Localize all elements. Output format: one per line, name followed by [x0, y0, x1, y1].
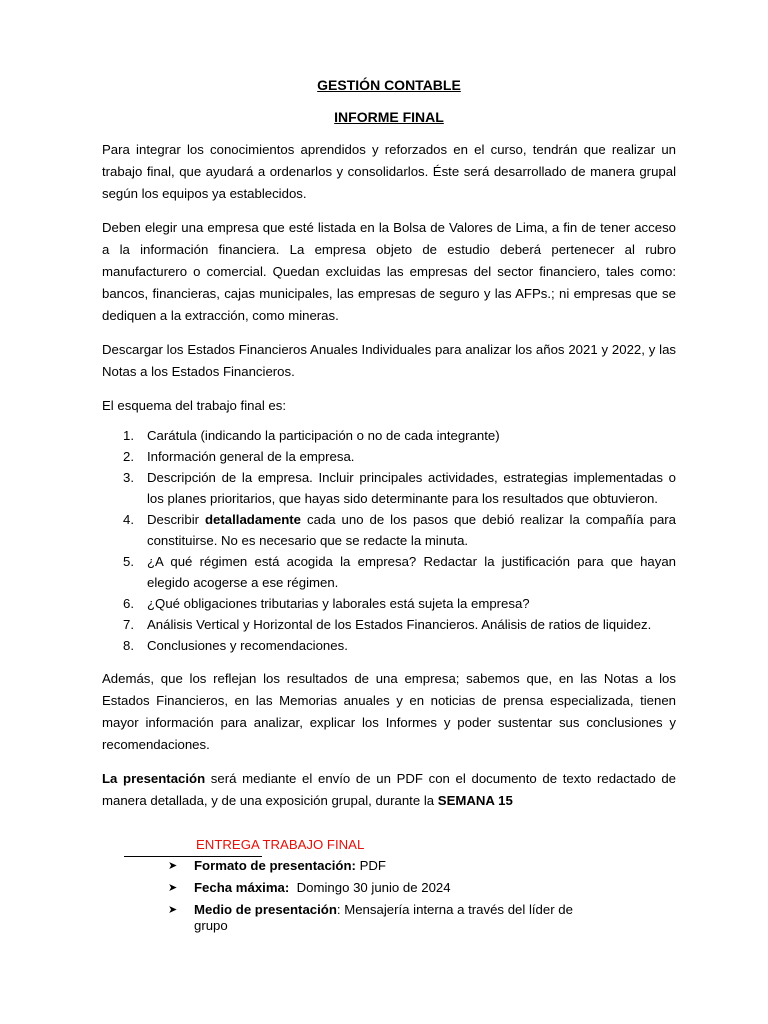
list-item-text: Información general de la empresa.	[147, 449, 355, 464]
list-item-text: Conclusiones y recomendaciones.	[147, 638, 348, 653]
list-item-number: 3.	[123, 470, 134, 485]
list-item-number: 7.	[123, 617, 134, 632]
list-item	[102, 467, 676, 509]
list-item	[102, 425, 676, 446]
delivery-format-label: Formato de presentación:	[194, 858, 356, 873]
list-item-text-pre: Describir	[147, 512, 205, 527]
delivery-date-label: Fecha máxima:	[194, 880, 290, 895]
arrow-bullet-icon: ➤	[168, 860, 178, 872]
arrow-bullet-icon: ➤	[168, 882, 178, 894]
delivery-heading: ENTREGA TRABAJO FINAL	[196, 837, 365, 852]
list-item	[102, 635, 676, 656]
list-item-text: Análisis Vertical y Horizontal de los Estados Financieros. Análisis de ratios de liquidez.	[147, 617, 652, 632]
list-item-text: Carátula (indicando la participación o no de cada integrante)	[147, 428, 500, 443]
paragraph-intro: Para integrar los conocimientos aprendidos y reforzados en el curso, tendrán que realizar un trabajo final, que ayudará a ordenarlos y consolidarlos. Éste será desarrollado de manera grupal según los equipos ya establecidos.	[102, 142, 676, 201]
delivery-medium-item	[102, 902, 582, 934]
delivery-format-value: PDF	[355, 858, 386, 873]
list-item	[102, 614, 676, 635]
list-item-number: 2.	[123, 449, 134, 464]
list-item-text-bold: detalladamente	[205, 512, 302, 527]
paragraph-download-statements: Descargar los Estados Financieros Anuales Individuales para analizar los años 2021 y 2022, y las Notas a los Estados Financieros.	[102, 342, 676, 379]
presentation-week: SEMANA 15	[437, 793, 513, 808]
document-subtitle: INFORME FINAL	[334, 109, 444, 125]
document-title: GESTIÓN CONTABLE	[317, 77, 461, 93]
list-item-number: 8.	[123, 638, 134, 653]
arrow-bullet-icon: ➤	[168, 904, 178, 916]
list-item	[102, 446, 676, 467]
list-item	[102, 593, 676, 614]
paragraph-additional-info: Además, que los reflejan los resultados de una empresa; sabemos que, en las Notas a los Estados Financieros, en las Memorias anuales y en noticias de prensa especializada, tienen mayor información para analizar, explicar los Informes y poder sustentar sus conclusiones y recomendaciones.	[102, 671, 676, 752]
list-item-number: 5.	[123, 554, 134, 569]
list-item-text: ¿Qué obligaciones tributarias y laborales está sujeta la empresa?	[147, 596, 530, 611]
list-item-text-post: cada uno de los pasos que debió realizar la compañía para constituirse. No es necesario que se redacte la minuta.	[147, 512, 677, 548]
list-item-text: Descripción de la empresa. Incluir principales actividades, estrategias implementadas o los planes prioritarios, que hayas sido determinante para los resultados que obtuvieron.	[147, 470, 676, 506]
delivery-heading-block	[102, 836, 676, 858]
presentation-text: será mediante el envío de un PDF con el documento de texto redactado de manera detallada, y de una exposición grupal, durante la	[102, 771, 676, 808]
delivery-medium-label: Medio de presentación	[194, 902, 337, 917]
delivery-format-item	[102, 858, 582, 874]
delivery-date-item	[102, 880, 582, 896]
list-item	[102, 509, 676, 551]
delivery-details-list	[102, 858, 582, 934]
delivery-medium-value: : Mensajería interna a través del líder de grupo	[194, 902, 573, 933]
list-item-text	[147, 512, 676, 548]
list-item-number: 4.	[123, 512, 134, 527]
presentation-label: La presentación	[102, 771, 206, 786]
schema-list	[102, 425, 676, 656]
delivery-date-value: Domingo 30 junio de 2024	[289, 880, 451, 895]
paragraph-company-selection: Deben elegir una empresa que esté listada en la Bolsa de Valores de Lima, a fin de tener acceso a la información financiera. La empresa objeto de estudio deberá pertenecer al rubro manufacturero o comercial. Quedan excluidas las empresas del sector financiero, tales como: bancos, financieras, cajas municipales, las empresas de seguro y las AFPs.; ni empresas que se dediquen a la extracción, como mineras.	[102, 220, 676, 323]
list-item-number: 6.	[123, 596, 134, 611]
paragraph-presentation	[102, 768, 676, 812]
delivery-underline	[124, 856, 262, 857]
list-item-text: ¿A qué régimen está acogida la empresa? Redactar la justificación para que hayan elegido acogerse a ese régimen.	[147, 554, 676, 590]
paragraph-schema-intro: El esquema del trabajo final es:	[102, 398, 287, 413]
list-item	[102, 551, 676, 593]
list-item-number: 1.	[123, 428, 134, 443]
